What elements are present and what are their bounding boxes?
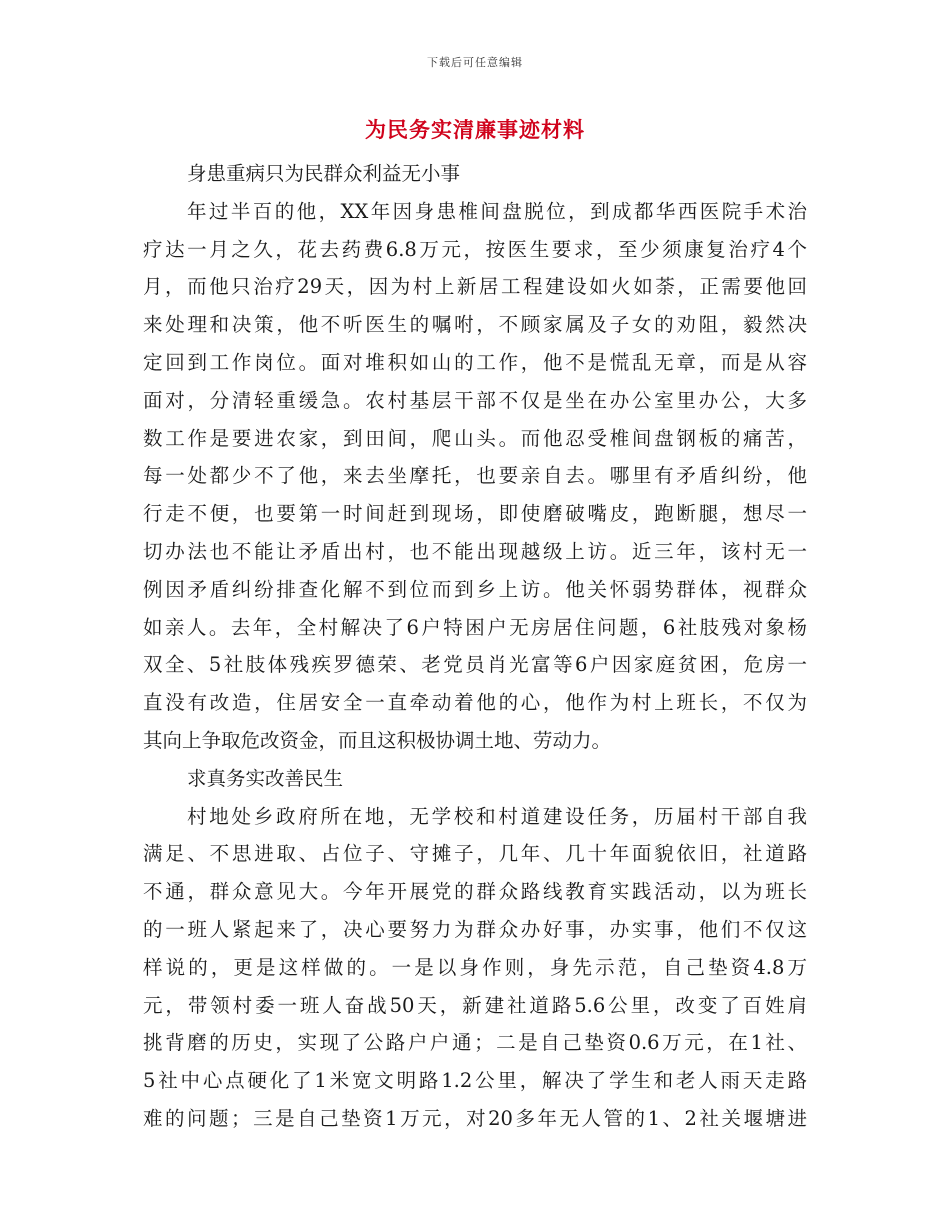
text-line: 其向上争取危改资金，而且这积极协调土地、劳动力。 — [143, 728, 612, 752]
text-line: 面对，分清轻重缓急。农村基层干部不仅是坐在办公室里办公，大多 — [143, 388, 807, 412]
text-line: 的一班人紧起来了，决心要努力为群众办好事，办实事，他们不仅这 — [143, 917, 807, 941]
text-line: 切办法也不能让矛盾出村，也不能出现越级上访。近三年，该村无一 — [143, 539, 807, 563]
text-line: 满足、不思进取、占位子、守摊子，几年、几十年面貌依旧，社道路 — [143, 842, 807, 866]
text-line: 挑背磨的历史，实现了公路户户通；二是自己垫资0.6万元，在1社、 — [143, 1031, 807, 1055]
text-line: 数工作是要进农家，到田间，爬山头。而他忍受椎间盘钢板的痛苦， — [143, 426, 807, 450]
text-line: 行走不便，也要第一时间赶到现场，即使磨破嘴皮，跑断腿，想尽一 — [143, 502, 807, 526]
text-line: 元，带领村委一班人奋战50天，新建社道路5.6公里，改变了百姓肩 — [143, 993, 807, 1017]
text-line: 定回到工作岗位。面对堆积如山的工作，他不是慌乱无章，而是从容 — [143, 350, 807, 374]
text-line: 身患重病只为民群众利益无小事 — [187, 162, 461, 185]
text-line: 双全、5社肢体残疾罗德荣、老党员肖光富等6户因家庭贫困，危房一 — [143, 653, 807, 677]
text-line: 疗达一月之久，花去药费6.8万元，按医生要求，至少须康复治疗4个 — [143, 237, 807, 261]
text-line: 月，而他只治疗29天，因为村上新居工程建设如火如荼，正需要他回 — [143, 275, 807, 299]
text-line: 如亲人。去年，全村解决了6户特困户无房居住问题，6社肢残对象杨 — [143, 615, 807, 639]
text-line: 年过半百的他，XX年因身患椎间盘脱位，到成都华西医院手术治 — [187, 199, 807, 223]
text-line: 样说的，更是这样做的。一是以身作则，身先示范，自己垫资4.8万 — [143, 955, 807, 979]
text-line: 求真务实改善民生 — [187, 766, 344, 790]
text-line: 每一处都少不了他，来去坐摩托，也要亲自去。哪里有矛盾纠纷，他 — [143, 464, 807, 488]
text-line: 不通，群众意见大。今年开展党的群众路线教育实践活动，以为班长 — [143, 880, 807, 904]
text-line: 直没有改造，住居安全一直牵动着他的心，他作为村上班长，不仅为 — [143, 691, 807, 715]
text-line: 来处理和决策，他不听医生的嘱咐，不顾家属及子女的劝阻，毅然决 — [143, 313, 807, 337]
text-line: 村地处乡政府所在地，无学校和村道建设任务，历届村干部自我 — [187, 804, 807, 828]
header-note: 下载后可任意编辑 — [427, 56, 523, 69]
text-line: 5社中心点硬化了1米宽文明路1.2公里，解决了学生和老人雨天走路 — [143, 1069, 807, 1093]
text-line: 难的问题；三是自己垫资1万元，对20多年无人管的1、2社关堰塘进 — [143, 1106, 807, 1130]
document-body — [143, 155, 807, 1138]
document-title: 为民务实清廉事迹材料 — [365, 118, 585, 142]
text-line: 例因矛盾纠纷排查化解不到位而到乡上访。他关怀弱势群体，视群众 — [143, 577, 807, 601]
